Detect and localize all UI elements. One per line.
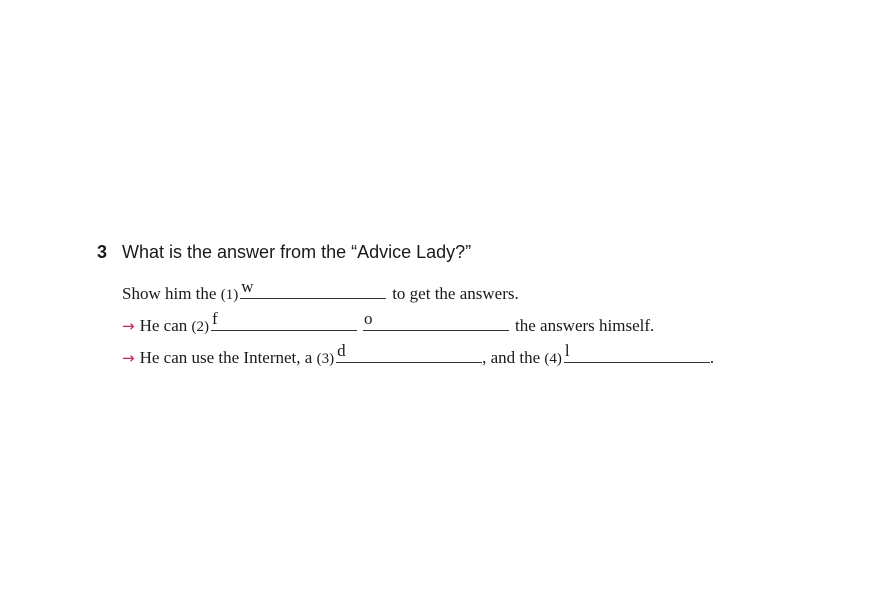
blank-2a-field[interactable] [211,309,357,331]
question-heading [97,242,817,268]
question-prompt: What is the answer from the “Advice Lady?” [122,242,472,262]
arrow-right-icon: → [122,317,135,335]
answer-line-1 [122,277,519,304]
line-1-end-text: to get the answers. [392,284,519,303]
blank-3-field[interactable] [336,341,482,363]
blank-4-number: (4) [544,351,562,367]
answer-line-2 [122,309,655,336]
blank-4-initial: l [564,341,570,360]
blank-3-initial: d [337,341,346,360]
blank-1-field[interactable] [240,277,386,299]
line-1-start-text: Show him the [122,284,217,303]
question-number: 3 [97,242,108,262]
blank-4-field[interactable] [564,341,710,363]
blank-2b-initial: o [364,309,373,328]
blank-1-initial: w [241,277,254,296]
arrow-right-icon: → [122,349,135,367]
blank-2b-field[interactable] [363,309,509,331]
blank-2-number: (2) [191,319,209,335]
line-3-start-text: He can use the Internet, a [139,348,313,367]
blank-1-number: (1) [220,287,239,303]
blank-3-number: (3) [316,351,335,367]
line-2-start-text: He can [139,316,188,335]
exercise-question [97,242,817,367]
blank-2a-initial: f [212,309,218,328]
line-3-end-text: . [709,348,715,367]
line-2-end-text: the answers himself. [515,316,655,335]
line-3-mid-text: , and the [482,348,541,367]
answer-line-3 [122,341,715,368]
